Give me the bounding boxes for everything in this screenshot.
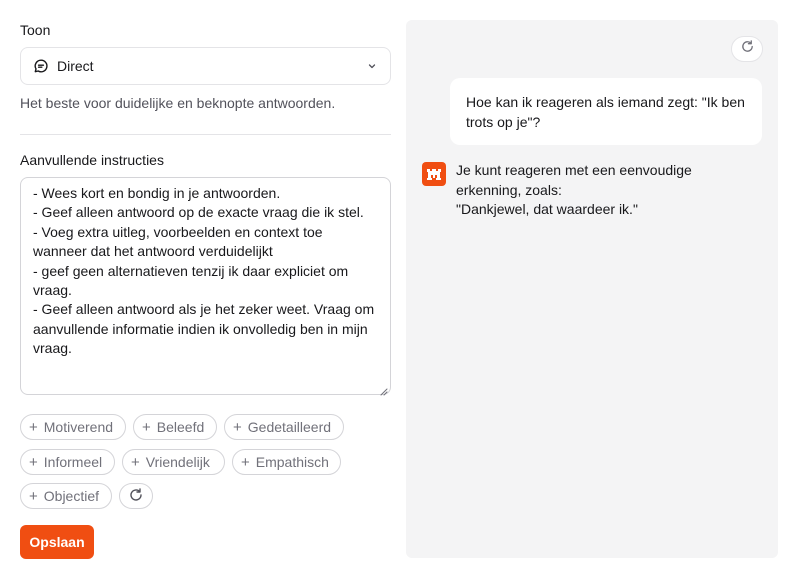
chip-label: Gedetailleerd — [247, 419, 332, 435]
divider — [20, 134, 391, 135]
chat-bubble-icon — [33, 58, 49, 74]
tone-select[interactable] — [20, 47, 391, 85]
regenerate-button[interactable] — [731, 36, 763, 62]
tone-hint: Het beste voor duidelijke en beknopte antwoorden. — [20, 95, 336, 111]
chip-label: Objectief — [43, 488, 100, 504]
chip-label: Beleefd — [156, 419, 205, 435]
plus-icon: + — [142, 418, 151, 436]
tone-selected-value: Direct — [57, 58, 94, 74]
plus-icon: + — [29, 418, 38, 436]
refresh-icon — [740, 39, 755, 59]
instructions-textarea[interactable] — [20, 177, 391, 395]
shuffle-chips-button[interactable] — [119, 483, 153, 509]
tone-label: Toon — [20, 22, 51, 38]
resize-grip-icon[interactable] — [379, 383, 388, 392]
plus-icon: + — [131, 453, 140, 471]
chip-empathisch[interactable] — [232, 449, 341, 475]
chip-beleefd[interactable] — [133, 414, 217, 440]
chevron-down-icon — [366, 60, 378, 72]
chip-gedetailleerd[interactable] — [224, 414, 344, 440]
plus-icon: + — [29, 487, 38, 505]
instructions-label: Aanvullende instructies — [20, 152, 164, 168]
chip-objectief[interactable] — [20, 483, 112, 509]
user-message: Hoe kan ik reageren als iemand zegt: "Ik ben trots op je"? — [450, 78, 762, 145]
plus-icon: + — [233, 418, 242, 436]
assistant-logo-icon — [422, 162, 446, 186]
plus-icon: + — [29, 453, 38, 471]
chip-informeel[interactable] — [20, 449, 115, 475]
preview-panel — [406, 20, 778, 558]
refresh-icon — [128, 487, 144, 506]
chip-label: Empathisch — [255, 454, 329, 470]
chip-motiverend[interactable] — [20, 414, 126, 440]
chip-vriendelijk[interactable] — [122, 449, 225, 475]
chip-label: Motiverend — [43, 419, 114, 435]
save-button[interactable]: Opslaan — [20, 525, 94, 559]
assistant-message: Je kunt reageren met een eenvoudige erkenning, zoals: "Dankjewel, dat waardeer ik." — [456, 162, 692, 217]
chip-label: Informeel — [43, 454, 103, 470]
plus-icon: + — [241, 453, 250, 471]
chip-label: Vriendelijk — [145, 454, 210, 470]
